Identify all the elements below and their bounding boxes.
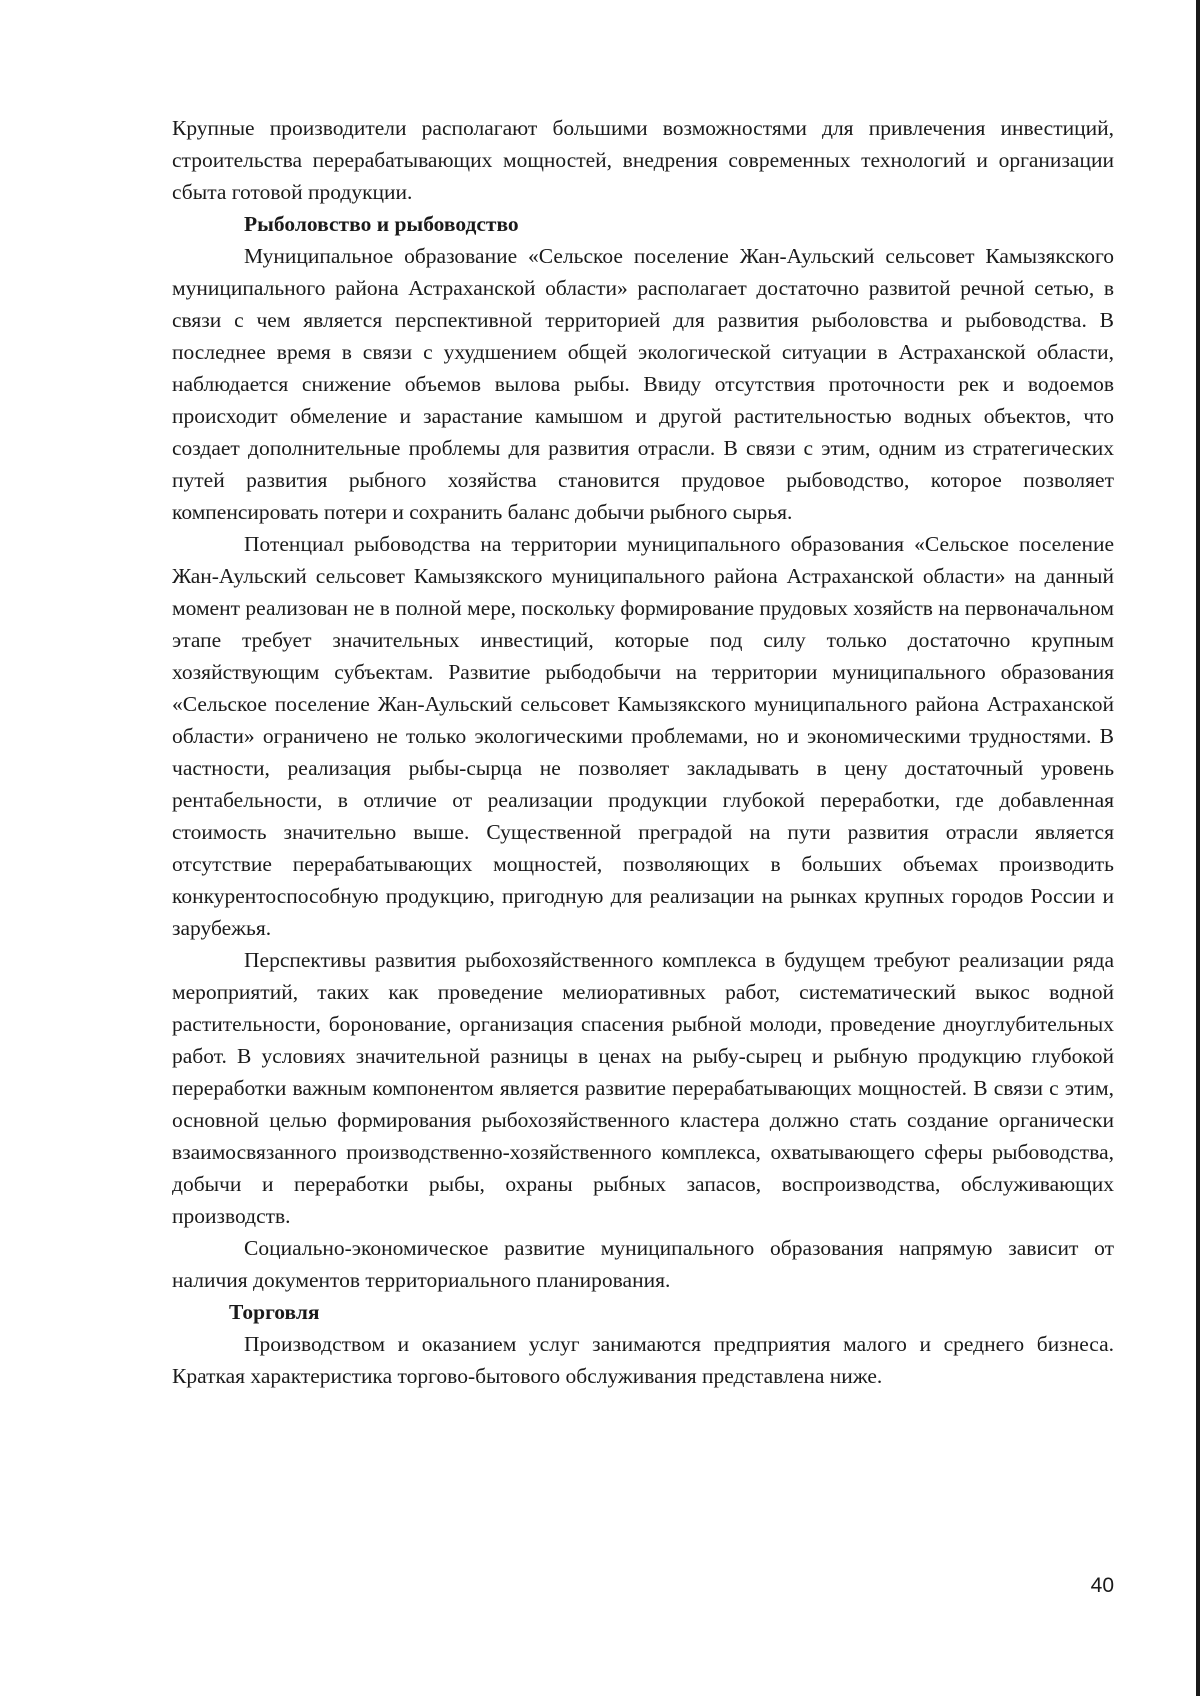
page-number: 40 [1090,1574,1114,1597]
page-body [172,112,1114,1392]
paragraph-intro: Крупные производители располагают большими возможностями для привлечения инвестиций, строительства перерабатывающих мощностей, внедрения современных технологий и организации сбыта готовой продукции. [172,116,1114,204]
heading-trade: Торговля [229,1300,320,1324]
page-edge-divider [1196,0,1200,1696]
heading-fishing: Рыболовство и рыбоводство [244,212,519,236]
paragraph-fishing-4: Социально-экономическое развитие муниципального образования напрямую зависит от наличия документов территориального планирования. [172,1236,1114,1292]
paragraph-fishing-3: Перспективы развития рыбохозяйственного комплекса в будущем требуют реализации ряда мероприятий, таких как проведение мелиоративных работ, систематический выкос водной растительности, боронование, организация спасения рыбной молоди, проведение дноуглубительных работ. В условиях значительной разницы в ценах на рыбу-сырец и рыбную продукцию глубокой переработки важным компонентом является развитие перерабатывающих мощностей. В связи с этим, основной целью формирования рыбохозяйственного кластера должно стать создание органически взаимосвязанного производственно-хозяйственного комплекса, охватывающего сферы рыбоводства, добычи и переработки рыбы, охраны рыбных запасов, воспроизводства, обслуживающих производств. [172,948,1114,1228]
paragraph-fishing-2: Потенциал рыбоводства на территории муниципального образования «Сельское поселение Жан-Аульский сельсовет Камызякского муниципального района Астраханской области» на данный момент реализован не в полной мере, поскольку формирование прудовых хозяйств на первоначальном этапе требует значительных инвестиций, которые под силу только достаточно крупным хозяйствующим субъектам. Развитие рыбодобычи на территории муниципального образования «Сельское поселение Жан-Аульский сельсовет Камызякского муниципального района Астраханской области» ограничено не только экологическими проблемами, но и экономическими трудностями. В частности, реализация рыбы-сырца не позволяет закладывать в цену достаточный уровень рентабельности, в отличие от реализации продукции глубокой переработки, где добавленная стоимость значительно выше. Существенной преградой на пути развития отрасли является отсутствие перерабатывающих мощностей, позволяющих в больших объемах производить конкурентоспособную продукцию, пригодную для реализации на рынках крупных городов России и зарубежья. [172,532,1114,940]
paragraph-trade-1: Производством и оказанием услуг занимаются предприятия малого и среднего бизнеса. Краткая характеристика торгово-бытового обслуживания представлена ниже. [172,1332,1114,1388]
paragraph-fishing-1: Муниципальное образование «Сельское поселение Жан-Аульский сельсовет Камызякского муниципального района Астраханской области» располагает достаточно развитой речной сетью, в связи с чем является перспективной территорией для развития рыболовства и рыбоводства. В последнее время в связи с ухудшением общей экологической ситуации в Астраханской области, наблюдается снижение объемов вылова рыбы. Ввиду отсутствия проточности рек и водоемов происходит обмеление и зарастание камышом и другой растительностью водных объектов, что создает дополнительные проблемы для развития отрасли. В связи с этим, одним из стратегических путей развития рыбного хозяйства становится прудовое рыбоводство, которое позволяет компенсировать потери и сохранить баланс добычи рыбного сырья. [172,244,1114,524]
